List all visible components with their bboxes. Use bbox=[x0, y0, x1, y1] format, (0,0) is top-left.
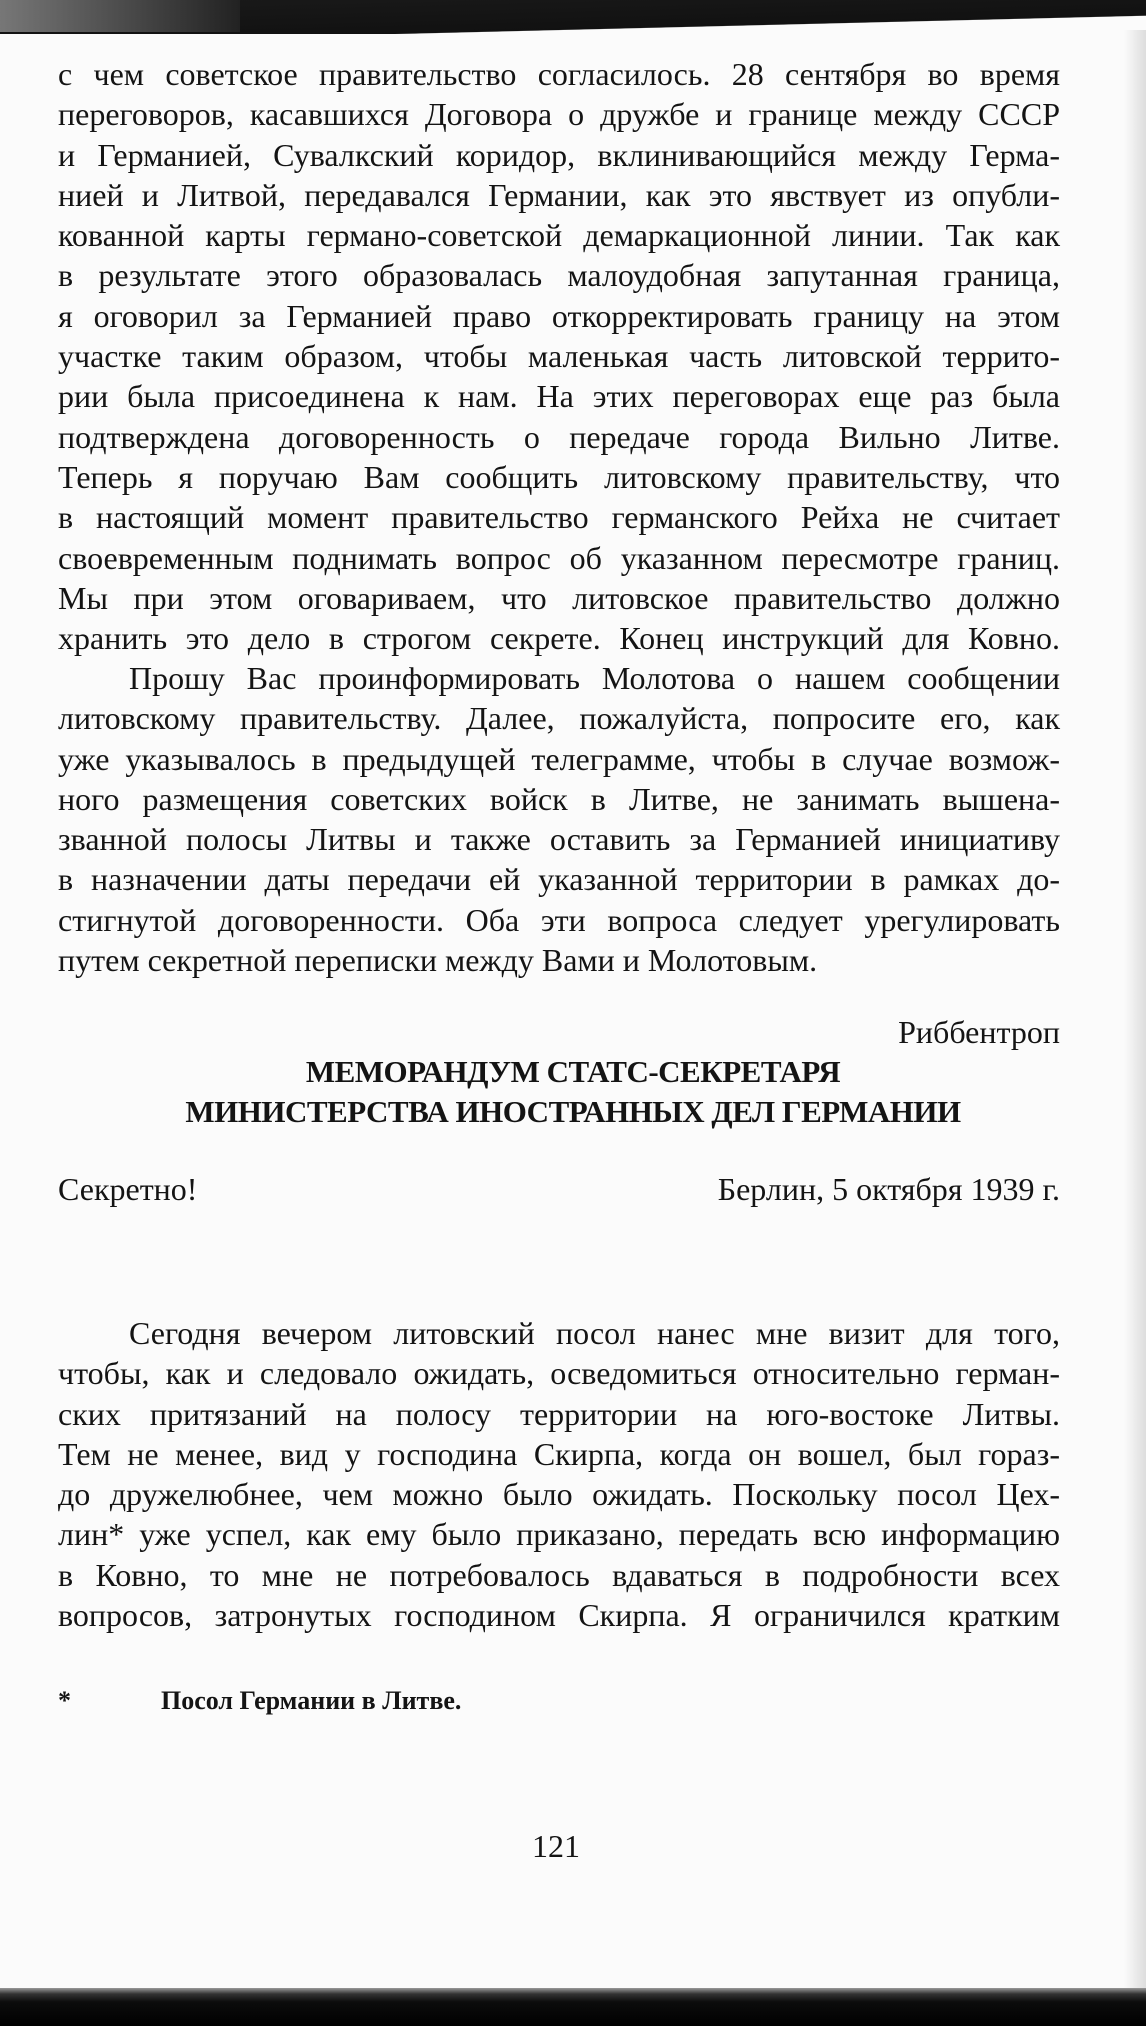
scan-right-shadow bbox=[1124, 30, 1146, 1990]
scan-bottom-edge bbox=[0, 1988, 1146, 2026]
text-line: вопросов, затронутых господином Скирпа. Я ограничился кратким bbox=[58, 1597, 1060, 1634]
text-line: до дружелюбнее, чем можно было ожидать. Поскольку посол Цех- bbox=[58, 1476, 1060, 1513]
text-line: участке таким образом, чтобы маленькая часть литовской террито- bbox=[58, 338, 1060, 375]
signature: Риббентроп bbox=[898, 1014, 1060, 1050]
text-line: путем секретной переписки между Вами и Молотовым. bbox=[58, 942, 818, 979]
text-line: подтверждена договоренность о передаче города Вильно Литве. bbox=[58, 418, 1060, 455]
paragraph-2 bbox=[58, 658, 1060, 980]
text-line: нией и Литвой, передавался Германии, как это явствует из опубли- bbox=[58, 176, 1060, 213]
place-date: Берлин, 5 октября 1939 г. bbox=[717, 1171, 1060, 1207]
text-line: Тем не менее, вид у господина Скирпа, когда он вошел, был гораз- bbox=[58, 1435, 1060, 1472]
text-line: уже указывалось в предыдущей телеграмме, чтобы в случае возмож- bbox=[58, 740, 1060, 777]
text-line: и Германией, Сувалкский коридор, вклинивающийся между Герма- bbox=[58, 136, 1060, 173]
text-line: Сегодня вечером литовский посол нанес мне визит для того, bbox=[129, 1315, 1060, 1351]
memo-heading-line-2: МИНИСТЕРСТВА ИНОСТРАННЫХ ДЕЛ ГЕРМАНИИ bbox=[185, 1094, 961, 1129]
text-line: ских притязаний на полосу территории на юго-востоке Литвы. bbox=[58, 1395, 1060, 1432]
footnote-mark: * bbox=[58, 1686, 71, 1715]
text-line: званной полосы Литвы и также оставить за Германией инициативу bbox=[58, 821, 1060, 858]
scan-top-left-shadow bbox=[0, 0, 240, 32]
footnote-text: Посол Германии в Литве. bbox=[161, 1686, 462, 1715]
text-line: чтобы, как и следовало ожидать, осведомиться относительно герман- bbox=[58, 1355, 1060, 1392]
text-line: хранить это дело в строгом секрете. Конец инструкций для Ковно. bbox=[58, 620, 1060, 657]
paragraph-1 bbox=[58, 54, 1060, 658]
text-line: рии была присоединена к нам. На этих переговорах еще раз была bbox=[58, 378, 1060, 415]
text-line: я оговорил за Германией право откорректировать границу на этом bbox=[58, 297, 1060, 334]
text-line: стигнутой договоренности. Оба эти вопроса следует урегулировать bbox=[58, 901, 1060, 938]
text-line: лин* уже успел, как ему было приказано, передать всю информацию bbox=[58, 1516, 1060, 1553]
text-line: в назначении даты передачи ей указанной территории в рамках до- bbox=[58, 861, 1060, 898]
classification-label: Секретно! bbox=[58, 1171, 198, 1207]
text-line: в результате этого образовалась малоудобная запутанная граница, bbox=[58, 257, 1060, 294]
text-line: литовскому правительству. Далее, пожалуйста, попросите его, как bbox=[58, 700, 1060, 737]
text-line: переговоров, касавшихся Договора о дружбе и границе между СССР bbox=[58, 96, 1060, 133]
text-line: в настоящий момент правительство германского Рейха не считает bbox=[58, 499, 1060, 536]
text-line: кованной карты германо-советской демаркационной линии. Так как bbox=[58, 217, 1060, 254]
text-line: в Ковно, то мне не потребовалось вдаваться в подробности всех bbox=[58, 1556, 1060, 1593]
text-line: Мы при этом оговариваем, что литовское правительство должно bbox=[58, 579, 1060, 616]
paragraph-3 bbox=[58, 1313, 1060, 1635]
text-line: с чем советское правительство согласилось. 28 сентября во время bbox=[58, 56, 1060, 92]
page-number: 121 bbox=[532, 1828, 580, 1864]
text-line: ного размещения советских войск в Литве, не занимать вышена- bbox=[58, 780, 1060, 817]
text-line: Теперь я поручаю Вам сообщить литовскому правительству, что bbox=[58, 458, 1060, 495]
memo-heading-line-1: МЕМОРАНДУМ СТАТС-СЕКРЕТАРЯ bbox=[305, 1054, 841, 1089]
memo-meta-row bbox=[58, 1171, 1060, 1208]
text-line: своевременным поднимать вопрос об указанном пересмотре границ. bbox=[58, 539, 1060, 576]
text-line: Прошу Вас проинформировать Молотова о нашем сообщении bbox=[129, 660, 1060, 696]
